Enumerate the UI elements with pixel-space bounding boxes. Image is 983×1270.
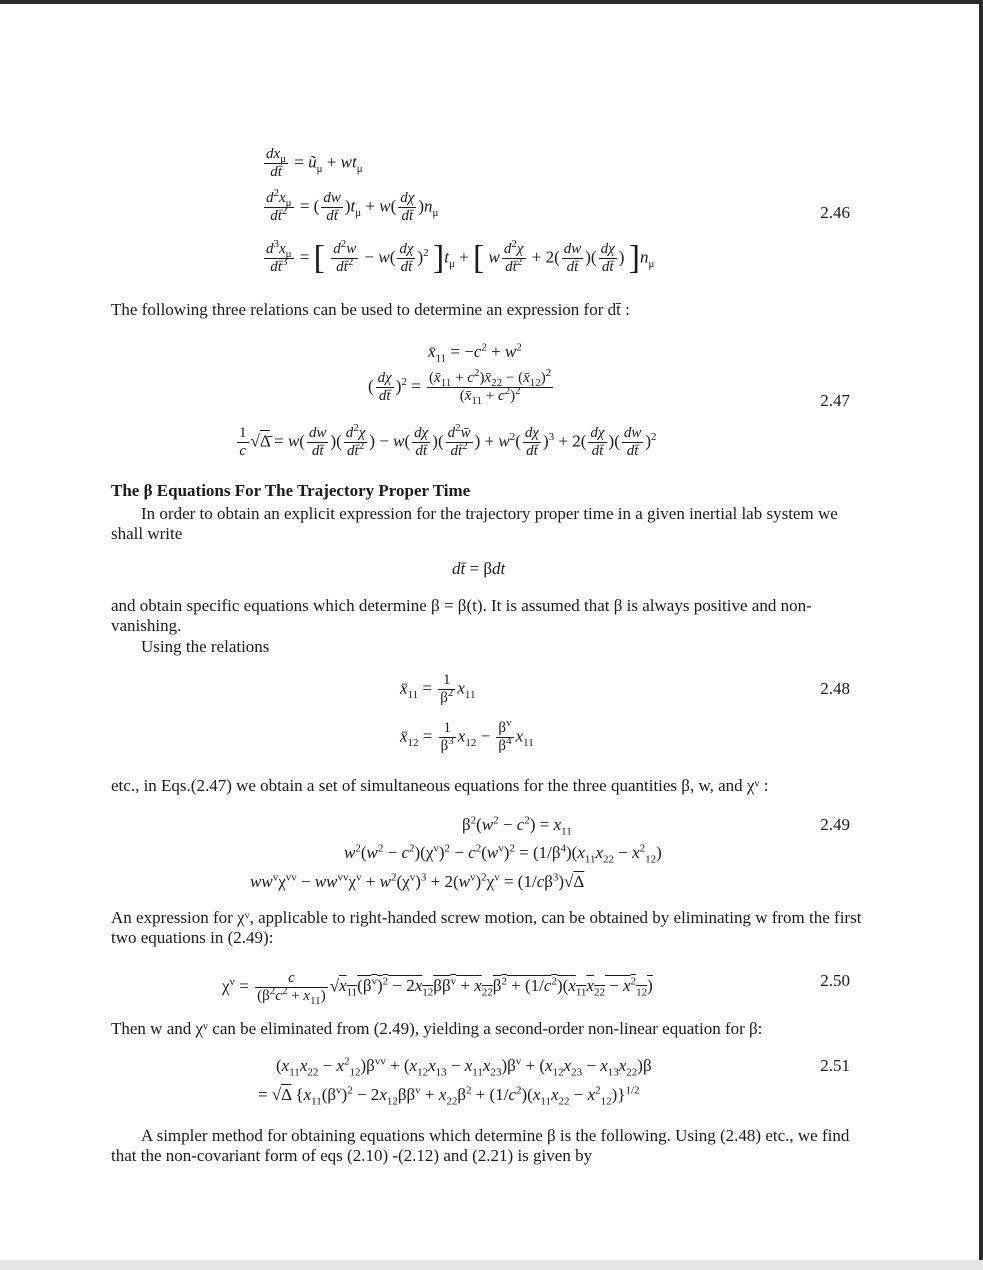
equation-2-49-line-1: $\beta^2(w^2 - c^2) = x_{11}$ — [462, 814, 572, 838]
scan-edge-top — [0, 0, 983, 4]
equation-2-47-line-1: $x̄_{11} = -c^2 + w^2$ — [428, 341, 522, 365]
equation-2-46-line-3: $\frac{d^3x_\mu}{dt̄^3}$ = [ $\frac{d^2w}{dt̄^2}$ − w( $\frac{d\chi}{dt̄}$ )$^2$ ]$t_\mu$ + [ w $\frac{d^2\chi}{dt̄^2}$ + 2( $\frac{dw}{dt̄}$ )( $\frac{d\chi}{dt̄}$ ) ]$n_\mu$ — [266, 238, 655, 277]
equation-2-48-line-1: $x̄_{11}$ = $\frac{1}{\beta^2}$ $x_{11}$ — [400, 672, 476, 706]
equation-2-49-line-3: $ww^v\chi^{vv} - ww^{vv}\chi^v + w^2(\chi^v)^3 + 2(w^v)^2\chi^v = (1/c\beta^3)√\Delta$ — [250, 871, 585, 891]
equation-number: 2.48 — [820, 679, 850, 698]
equation-number: 2.49 — [820, 815, 850, 834]
equation-dt-beta: dt̄ = βdt — [452, 559, 506, 578]
equation-number: 2.46 — [820, 203, 850, 222]
equation-2-49-line-2: $w^2(w^2 - c^2)(\chi^v)^2 - c^2(w^v)^2 = (1/\beta^4)(x_{11}x_{22} - x^2_{12})$ — [344, 842, 662, 866]
paragraph-simpler-method: A simpler method for obtaining equations which determine β is the following. Using (2.48) etc., we find that the non-covariant form of eqs (2.10) -(2.12) and (2.21) is given by — [111, 1126, 850, 1165]
scan-edge-bottom — [0, 1260, 983, 1270]
equation-2-51-line-2: = √Δ $\{x_{11}(\beta^v)^2 - 2x_{12}\beta\beta^v + x_{22}\beta^2 + (1/c^2)(x_{11}x_{22} - x^2_{12})\}^{1/2}$ — [258, 1084, 640, 1108]
paragraph-beta-positive: and obtain specific equations which determine β = β(t). It is assumed that β is always positive and non-vanishing. — [111, 596, 812, 635]
equation-2-46-line-1: $\frac{dx_\mu}{dt̄}$ = $ũ_\mu + wt_\mu$ — [266, 146, 363, 180]
equation-2-47-line-2: ( $\frac{d\chi}{dt̄}$ )$^2$ = $\frac{(x̄_{11} + c^2)x̄_{22} - (x̄_{12})^2}{(x̄_{11} + c^2)^2}$ — [368, 367, 552, 407]
paragraph-proper-time: In order to obtain an explicit expression for the trajectory proper time in a given inertial lab system we shall write — [111, 504, 838, 543]
paragraph-second-order: Then w and χᵛ can be eliminated from (2.49), yielding a second-order non-linear equation for β: — [111, 1019, 763, 1038]
equation-number: 2.50 — [820, 971, 850, 990]
equation-2-51-line-1: $(x_{11}x_{22} - x^2_{12})\beta^{vv} + (x_{12}x_{13} - x_{11}x_{23})\beta^v + (x_{12}x_{23} - x_{13}x_{22})\beta$ — [276, 1055, 652, 1079]
paragraph-simultaneous: etc., in Eqs.(2.47) we obtain a set of simultaneous equations for the three quantities β, w, and χᵛ : — [111, 776, 769, 795]
paragraph-chi-expression: An expression for χᵛ, applicable to right-handed screw motion, can be obtained by eliminating w from the first two equations in (2.49): — [111, 908, 862, 947]
paragraph-using-relations: Using the relations — [141, 637, 270, 656]
section-heading: The β Equations For The Trajectory Proper Time — [111, 481, 471, 500]
equation-2-50: $\chi^v$ = $\frac{c}{(\beta^2c^2 + x_{11})}$ $√x_{11}(\beta^v)^2 - 2x_{12}\beta\beta^v + x_{22}\beta^2 + (1/c^2)(x_{11}x_{22} - x^2_{12})$ — [222, 970, 653, 1007]
equation-2-47-line-3: $\frac{1}{c}$ √Δ̄ = w( $\frac{dw}{dt̄}$ )( $\frac{d^2\chi}{dt̄^2}$ ) − w( $\frac{d\chi}{dt̄}$ )( $\frac{d^2w̄}{dt̄^2}$ ) + $w^2$( $\frac{d\chi}{dt̄}$ )$^3$ + 2( $\frac{d\chi}{dt̄}$ )( $\frac{dw}{dt̄}$ )$^2$ — [239, 422, 657, 459]
scan-edge-right — [979, 0, 983, 1270]
paragraph-intro-relations: The following three relations can be used to determine an expression for dt̄ : — [111, 300, 630, 319]
equation-number: 2.47 — [820, 391, 850, 410]
equation-2-46-line-2: $\frac{d^2x_\mu}{dt̄^2}$ = ( $\frac{dw}{dt̄}$ )$t_\mu + w$( $\frac{d\chi}{dt̄}$ )$n_\mu$ — [266, 187, 439, 224]
equation-2-48-line-2: $x̄_{12}$ = $\frac{1}{\beta^3}$ $x_{12}$ − $\frac{\beta^v}{\beta^4}$ $x_{11}$ — [400, 717, 534, 754]
equation-number: 2.51 — [820, 1056, 850, 1075]
